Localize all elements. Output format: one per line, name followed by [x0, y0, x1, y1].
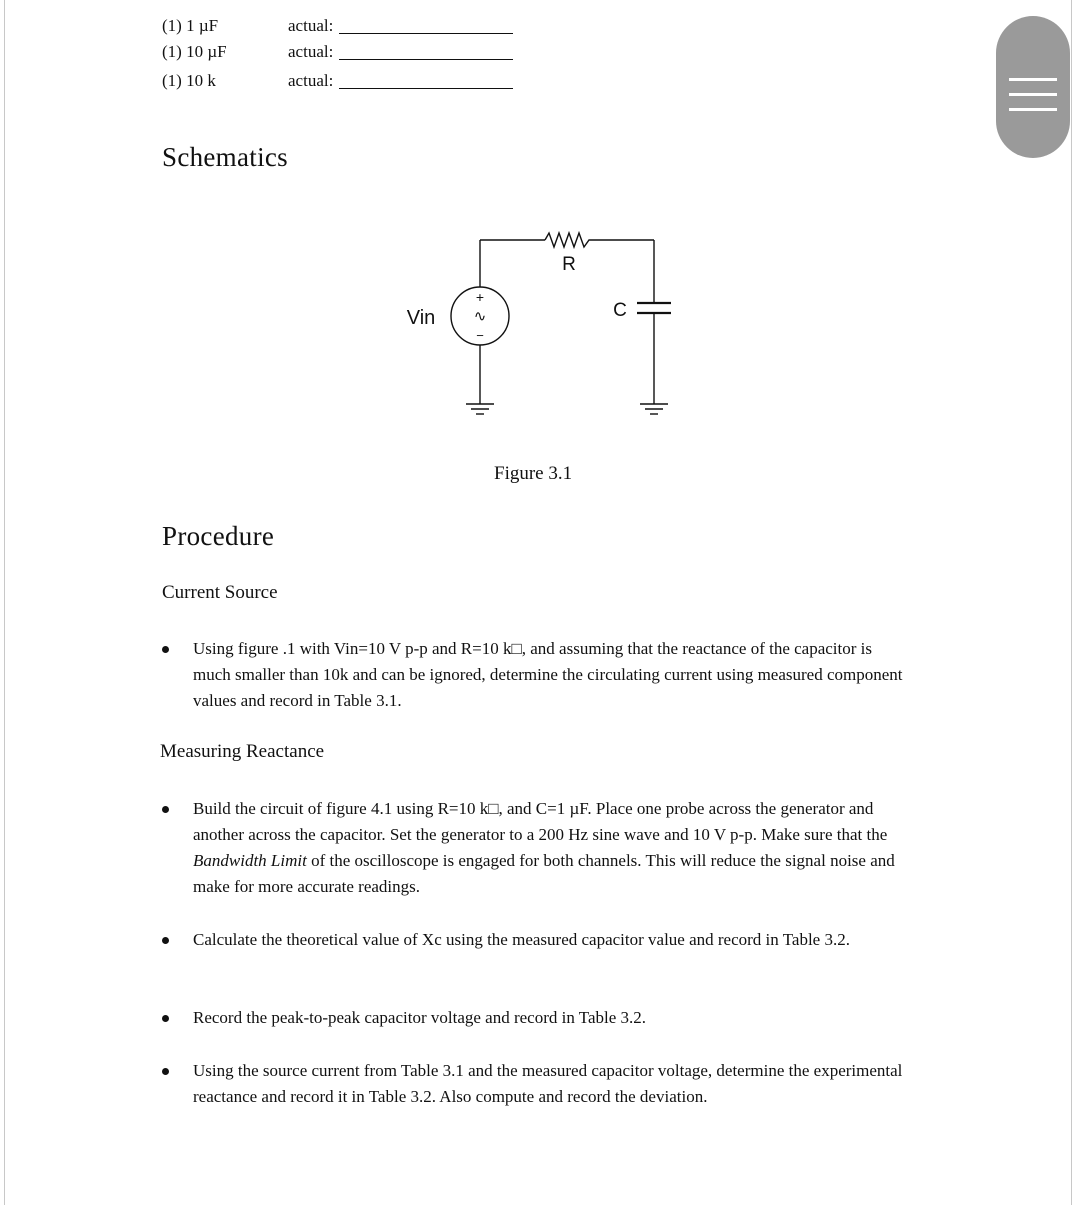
capacitor-label: C: [613, 300, 627, 321]
bullet-marker: [162, 806, 169, 813]
measuring-reactance-heading: Measuring Reactance: [160, 741, 325, 762]
source-label: Vin: [406, 307, 436, 329]
build-circuit-step: [193, 796, 913, 900]
current-source-step: Using figure .1 with Vin=10 V p-p and R=10 k□, and assuming that the reactance of the capacitor is much smaller than 10k and can be ignored, determine the circulating current using measured component values and record in Table 3.1.: [193, 639, 903, 710]
bullet-marker: [162, 1068, 169, 1075]
figure-caption: Figure 3.1: [494, 463, 573, 484]
minus-sign: −: [476, 328, 484, 343]
actual-label: actual:: [288, 16, 334, 35]
bullet-marker: [162, 1015, 169, 1022]
bandwidth-limit-term: Bandwidth Limit: [193, 851, 307, 870]
resistor-symbol: [545, 233, 593, 247]
current-source-heading: Current Source: [162, 582, 278, 603]
step-text: Build the circuit of figure 4.1 using R=10 k□, and C=1 µF. Place one probe across the generator and another across the capacitor. Set the generator to a 200 Hz sine wave and 10 V p-p. Make sure that the: [193, 799, 888, 844]
schematics-heading: Schematics: [162, 142, 288, 172]
calculate-xc-step: Calculate the theoretical value of Xc using the measured capacitor value and record in Table 3.2.: [193, 930, 850, 949]
experimental-reactance-step: Using the source current from Table 3.1 and the measured capacitor voltage, determine the experimental reactance and record it in Table 3.2. Also compute and record the deviation.: [193, 1061, 903, 1106]
tilde-sign: ∿: [473, 308, 487, 325]
bullet-marker: [162, 646, 169, 653]
actual-label: actual:: [288, 42, 334, 61]
scroll-handle[interactable]: [996, 16, 1070, 158]
actual-label: actual:: [288, 71, 334, 90]
component-qty: (1) 10 µF: [162, 42, 227, 61]
step-text: of the oscilloscope is engaged for both channels. This will reduce the signal noise and make for more accurate readings.: [193, 851, 895, 896]
plus-sign: +: [475, 289, 485, 305]
bullet-marker: [162, 937, 169, 944]
procedure-heading: Procedure: [162, 521, 275, 551]
component-qty: (1) 10 k: [162, 71, 216, 90]
record-voltage-step: Record the peak-to-peak capacitor voltage and record in Table 3.2.: [193, 1008, 647, 1027]
component-qty: (1) 1 µF: [162, 16, 219, 35]
resistor-label: R: [562, 254, 576, 275]
